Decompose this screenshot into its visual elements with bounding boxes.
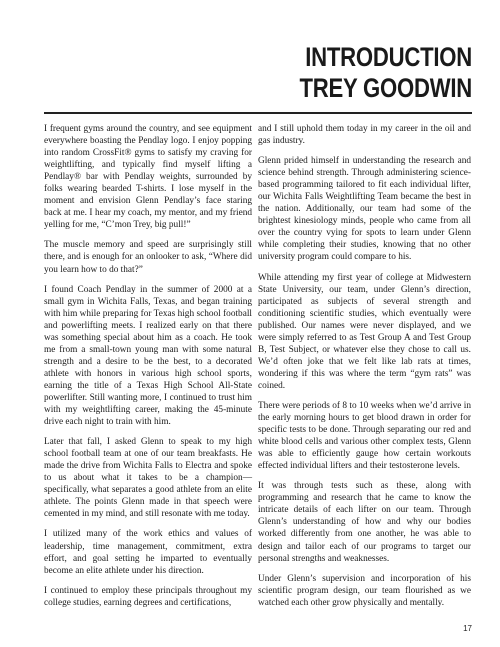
paragraph: I utilized many of the work ethics and values of leadership, time management, commitment, extra effort, and goal setting he imparted to eventually become an elite athlete under his direction.	[44, 529, 252, 576]
paragraph: Under Glenn’s supervision and incorporation of his scientific program design, our team flourished as we watched each other grow physically and mentally.	[258, 573, 471, 608]
heading-divider	[44, 112, 472, 114]
paragraph: I frequent gyms around the country, and see equipment everywhere boasting the Pendlay logo. I enjoy popping into random CrossFit® gyms to satisfy my craving for weightlifting, and typically find myself lifting a Pendlay® bar with Pendlay weights, surrounded by folks wearing bearded T-shirts. I lose myself in the moment and envision Glenn Pendlay’s face staring back at me. I hear my coach, my mentor, and my friend yelling for me, “C’mon Trey, big pull!”	[44, 124, 252, 231]
paragraph: I found Coach Pendlay in the summer of 2000 at a small gym in Wichita Falls, Texas, and began training with him while preparing for Texas high school football and powerlifting meets. I realized early on that there was something special about him as a coach. He took me from a small-town young man with some natural strength and a desire to be the best, to a decorated athlete with honors in various high school sports, earning the title of a Texas High School All-State powerlifter. Still wanting more, I continued to trust him with my weightlifting career, making the 45-minute drive each night to train with him.	[44, 284, 252, 428]
paragraph: The muscle memory and speed are surprisingly still there, and is enough for an onlooker to ask, “Where did you learn how to do that?”	[44, 240, 252, 275]
page-number: 17	[463, 624, 472, 633]
paragraph: It was through tests such as these, along with programming and research that he came to know the intricate details of each lifter on our team. Through Glenn’s understanding of how and why our bodies worked differently from one another, he was able to design and tailor each of our programs to target our personal strengths and weaknesses.	[258, 481, 471, 564]
paragraph: Later that fall, I asked Glenn to speak to my high school football team at one of our team breakfasts. He made the drive from Wichita Falls to Electra and spoke to us about what it takes to be a champion—specifically, what separates a good athlete from an elite athlete. The points Glenn made in that speech were cemented in my mind, and still resonate with me today.	[44, 437, 252, 520]
right-text-column	[258, 123, 471, 617]
paragraph: and I still uphold them today in my career in the oil and gas industry.	[258, 124, 471, 147]
paragraph: While attending my first year of college at Midwestern State University, our team, under Glenn’s direction, participated as subjects of several strength and conditioning scientific studies, which eventually were published. Our names were never displayed, and we were simply referred to as Test Group A and Test Group B, Test Subject, or whatever else they chose to call us. We’d often joke that we felt like lab rats at times, wondering if this was where the term “gym rats” was coined.	[258, 272, 471, 391]
heading-line-1: INTRODUCTION	[305, 42, 472, 72]
paragraph: I continued to employ these principals throughout my college studies, earning degrees and certifications,	[44, 585, 252, 608]
paragraph: There were periods of 8 to 10 weeks when we’d arrive in the early morning hours to get blood drawn in order for specific tests to be done. Through separating our red and white blood cells and various other complex tests, Glenn was able to efficiently gauge how certain workouts effected individual lifters and their testosterone levels.	[258, 400, 471, 472]
heading-line-2: TREY GOODWIN	[299, 73, 472, 103]
chapter-heading	[128, 42, 472, 104]
left-text-column	[44, 123, 252, 617]
paragraph: Glenn prided himself in understanding the research and science behind strength. Through administering science-based programming tailored to fit each individual lifter, our Wichita Falls Weightlifting Team became the best in the nation. Additionally, our team had some of the brightest kinesiology minds, people who came from all over the country vying for spots to learn under Glenn while completing their studies, knowing that no other university program could compare to his.	[258, 156, 471, 263]
